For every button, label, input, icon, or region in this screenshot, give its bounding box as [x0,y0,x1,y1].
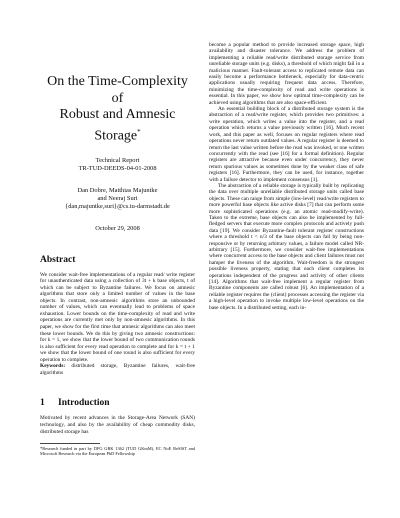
title-line-2: Robust and Amnesic Storage [59,107,176,144]
authors-line-2: and Neeraj Suri [97,194,138,202]
title-block [40,74,195,233]
title-footnote-mark: * [137,127,141,136]
intro-section-number: 1 [40,398,45,409]
intro-heading-row [40,398,195,408]
abstract-heading: Abstract [40,254,76,265]
keywords-text: distributed storage, Byzantine failures, wait-free algorithms [40,363,195,376]
right-paragraph-1: become a popular method to provide increased storage space, high availability and disaster tolerance. We address the problem of implementing a reliable read/write distributed storage service from unreliable storage units (e.g. disks), a threshold of which might fail in a malicious manner. Fault-tolerant access to replicated remote data can easily become a performance bottleneck, especially for data-centric applications usually requiring frequent data access. Therefore, minimizing the time-complexity of read and write operations is essential. In this paper, we show how optimal time-complexity can be achieved using algorithms that are also space-efficient. [209,42,364,106]
report-label: Technical Report [95,156,140,164]
keywords [40,363,195,376]
footnote-rule [40,443,100,444]
authors [40,187,195,211]
left-column [40,42,195,457]
right-paragraph-2: An essential building block of a distributed storage system is the abstraction of a read/write register, which provides two primitives: a write operation, which writes a value into the register, and a read operation which returns a value previously written [16]. Much recent work, and this paper as well, focuses on regular registers where read operations never return outdated values. A regular register is deemed to return the last value written before the read was invoked, or one written concurrently with the read (see [16] for a formal definition). Regular registers are attractive because even under concurrency, they never return spurious values as sometimes done by the weaker class of safe registers [16]. Furthermore, they can be used, for instance, together with a failure detector to implement consensus [1]. [209,106,364,183]
paper-title [40,74,195,145]
two-column-layout [40,42,364,457]
footnote-text: *Research funded in part by DFG GRK 1362 (TUD GKmM), EC NoE ReSIST and Microsoft Research via the European PhD Fellowship [40,446,195,457]
authors-email: {dan,majuntke,suri}@cs.tu-darmstadt.de [65,202,170,210]
abstract-text: We consider wait-free implementations of a regular read/ write register for unauthenticated data using a collection of 3t + k base objects, t of which can be subject to Byzantine failures. We focus on amnesic algorithms that store only a limited number of values in the base objects. In contrast, non-amnesic algorithms store an unbounded number of values, which can eventually lead to problems of space exhaustion. Lower bounds on the time-complexity of read and write operations are currently met only by non-amnesic algorithms. In this paper, we show for the first time that amnesic algorithms can also meet these lower bounds. We do this by giving two amnesic constructions: for k = 1, we show that the lower bound of two communication rounds is also sufficient for every read operation to complete and for k = t + 1 we show that the lower bound of one round is also sufficient for every operation to complete. [40,271,195,363]
keywords-label: Keywords: [40,363,66,370]
intro-paragraph: Motivated by recent advances in the Storage-Area Network (SAN) technology, and also by the availability of cheap commodity disks, distributed storage has [40,415,195,435]
right-paragraph-3: The abstraction of a reliable storage is typically built by replicating the data over multiple unreliable distributed storage units called base objects. These can range from simple (low-level) read/write registers to more powerful base objects like active disks [7] that can perform some more sophisticated operations (e.g. an atomic read-modify-write). Taken to the extreme, base objects can also be implemented by full-fledged servers that execute more complex protocols and actively push data [19]. We consider Byzantine-fault tolerant register constructions where a threshold t < n/3 of the base objects can fail by being non-responsive or by returning arbitrary values, a failure model called NR-arbitrary [15]. Furthermore, we consider wait-free implementations where concurrent access to the base objects and client failures must not hamper the liveness of the algorithm. Wait-freedom is the strongest possible liveness property, stating that each client completes its operations independent of the progress and activity of other clients [14]. Algorithms that wait-free implement a regular register from Byzantine components are called robust [6]. An implementation of a reliable register requires the (client) processes accessing the register via a high-level operation to invoke multiple low-level operations on the base objects. In a distributed setting, each in- [209,182,364,311]
authors-line-1: Dan Dobre, Matthias Majuntke [77,186,158,194]
report-info [40,157,195,173]
right-column [209,42,364,457]
title-line-1: On the Time-Complexity of [47,74,188,106]
report-number: TR-TUD-DEEDS-04-01-2008 [78,164,157,172]
paper-date: October 29, 2008 [95,224,140,232]
intro-heading: Introduction [58,398,110,409]
